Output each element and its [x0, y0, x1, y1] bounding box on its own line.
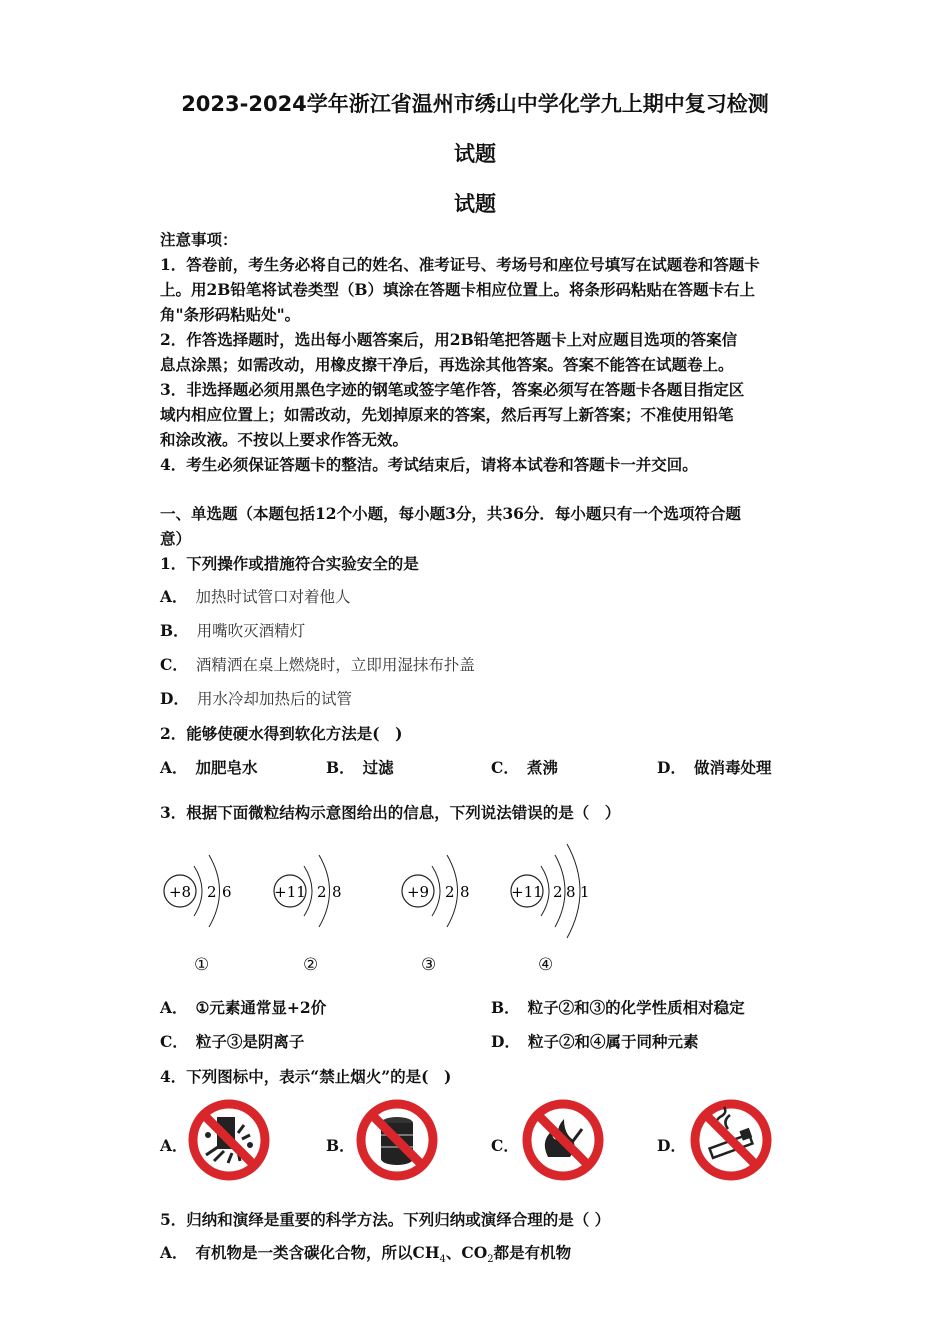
q1-option-d: D． 用水冷却加热后的试管 — [160, 689, 352, 708]
svg-text:2: 2 — [207, 883, 217, 901]
section-heading-cont: 意） — [160, 529, 192, 548]
notice-line: 息点涂黑；如需改动，用橡皮擦干净后，再选涂其他答案。答案不能答在试题卷上。 — [160, 355, 734, 374]
svg-text:2: 2 — [317, 883, 327, 901]
particle-1-number: ① — [194, 955, 210, 975]
q1-option-b: B． 用嘴吹灭酒精灯 — [160, 621, 306, 640]
notice-line: 1．答卷前，考生务必将自己的姓名、准考证号、考场号和座位号填写在试题卷和答题卡 — [160, 255, 760, 274]
svg-text:8: 8 — [332, 883, 342, 901]
question-4-stem: 4．下列图标中，表示“禁止烟火”的是( ) — [160, 1067, 452, 1086]
q2-option-a: A． 加肥皂水 — [160, 758, 258, 777]
svg-text:6: 6 — [222, 883, 232, 901]
question-5-stem: 5．归纳和演绎是重要的科学方法。下列归纳或演绎合理的是（ ） — [160, 1210, 611, 1229]
particle-3-number: ③ — [421, 955, 437, 975]
svg-text:1: 1 — [580, 883, 590, 901]
notice-heading: 注意事项： — [160, 230, 238, 249]
svg-text:+9: +9 — [406, 883, 430, 901]
particle-2-diagram — [268, 848, 378, 940]
question-2-stem: 2．能够使硬水得到软化方法是( ) — [160, 724, 403, 743]
notice-line: 角"条形码粘贴处"。 — [160, 305, 301, 324]
no-smoking-icon — [686, 1095, 776, 1185]
notice-line: 4．考生必须保证答题卡的整洁。考试结束后，请将本试卷和答题卡一并交回。 — [160, 455, 698, 474]
q1-option-c: C． 酒精洒在桌上燃烧时，立即用湿抹布扑盖 — [160, 655, 475, 674]
question-1-stem: 1．下列操作或措施符合实验安全的是 — [160, 554, 419, 573]
q4-option-b-label: B． — [326, 1136, 355, 1155]
svg-text:+11: +11 — [511, 883, 543, 901]
svg-text:8: 8 — [566, 883, 576, 901]
svg-text:2: 2 — [553, 883, 563, 901]
notice-line: 2．作答选择题时，选出每小题答案后，用2B铅笔把答题卡上对应题目选项的答案信 — [160, 330, 738, 349]
notice-line: 域内相应位置上；如需改动，先划掉原来的答案，然后再写上新答案；不准使用铅笔 — [160, 405, 734, 424]
no-oil-drum-icon — [352, 1095, 442, 1185]
q5-option-a: A． 有机物是一类含碳化合物，所以$CH_4$、$CO_2$都是有机物 — [160, 1243, 572, 1266]
particle-3-diagram — [396, 848, 506, 940]
question-3-stem: 3．根据下面微粒结构示意图给出的信息，下列说法错误的是（ ） — [160, 803, 621, 822]
particle-4-diagram — [505, 840, 615, 944]
q4-option-c-label: C． — [491, 1136, 519, 1155]
q3-option-a: A． ①元素通常显+2价 — [160, 998, 327, 1017]
q2-option-b: B． 过滤 — [326, 758, 394, 777]
svg-text:+11: +11 — [274, 883, 306, 901]
particle-1-diagram — [158, 848, 268, 940]
svg-text:2: 2 — [445, 883, 455, 901]
svg-text:8: 8 — [460, 883, 470, 901]
particle-2-number: ② — [303, 955, 319, 975]
q1-option-a: A． 加热时试管口对着他人 — [160, 587, 351, 606]
notice-line: 和涂改液。不按以上要求作答无效。 — [160, 430, 409, 449]
q3-option-b: B． 粒子②和③的化学性质相对稳定 — [491, 998, 745, 1017]
notice-line: 3．非选择题必须用黑色字迹的钢笔或签字笔作答，答案必须写在答题卡各题目指定区 — [160, 380, 745, 399]
q3-option-d: D． 粒子②和④属于同种元素 — [491, 1032, 699, 1051]
exam-title-line2: 试题 — [454, 142, 496, 166]
q4-option-d-label: D． — [657, 1136, 686, 1155]
q2-option-d: D． 做消毒处理 — [657, 758, 772, 777]
no-fireworks-icon — [184, 1095, 274, 1185]
exam-title-line1: 2023-2024学年浙江省温州市绣山中学化学九上期中复习检测 — [181, 92, 769, 116]
particle-4-number: ④ — [538, 955, 554, 975]
notice-line: 上。用2B铅笔将试卷类型（B）填涂在答题卡相应位置上。将条形码粘贴在答题卡右上 — [160, 280, 755, 299]
svg-text:+8: +8 — [168, 883, 192, 901]
q2-option-c: C． 煮沸 — [491, 758, 558, 777]
exam-title-line3: 试题 — [454, 192, 496, 216]
q3-option-c: C． 粒子③是阴离子 — [160, 1032, 305, 1051]
section-heading: 一、单选题（本题包括12个小题，每小题3分，共36分．每小题只有一个选项符合题 — [160, 504, 741, 523]
no-open-flame-icon — [518, 1095, 608, 1185]
q4-option-a-label: A． — [160, 1136, 188, 1155]
